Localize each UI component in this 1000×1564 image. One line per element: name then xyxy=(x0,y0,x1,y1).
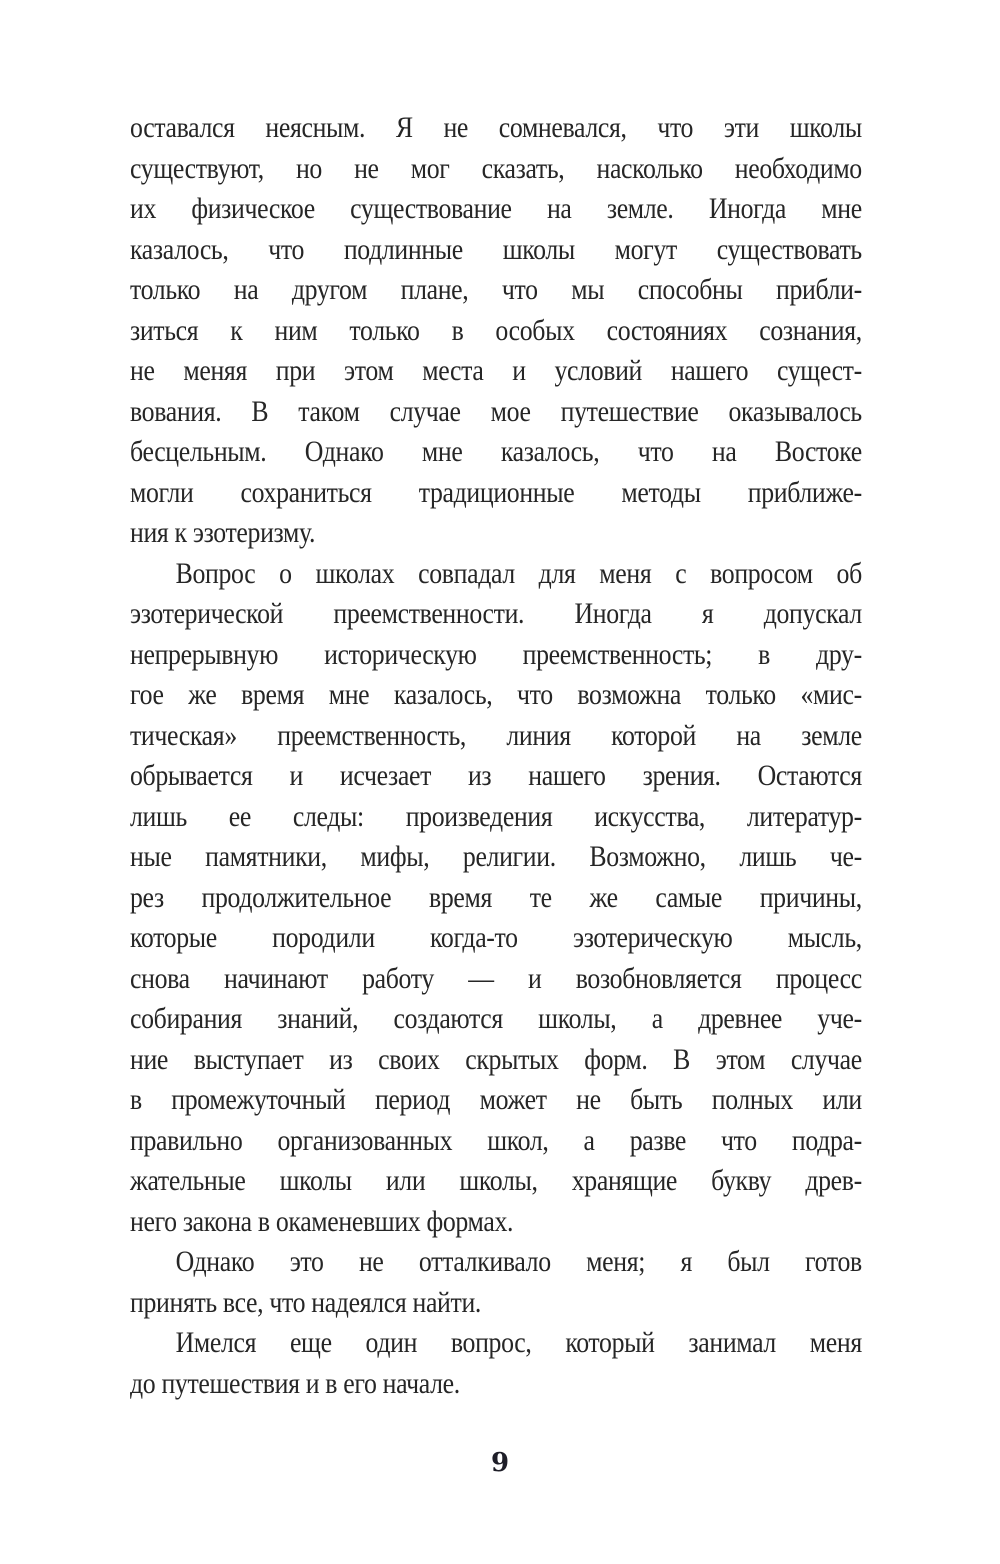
text-line: гое же время мне казалось, что возможна только «мис- xyxy=(130,678,862,711)
text-line: оставался неясным. Я не сомневался, что эти школы xyxy=(130,111,862,144)
page-body xyxy=(130,108,862,1404)
text-line: непрерывную историческую преемственность; в дру- xyxy=(130,637,862,671)
text-line: Имелся еще один вопрос, который занимал меня xyxy=(175,1326,862,1359)
text-line: зиться к ним только в особых состояниях сознания, xyxy=(130,313,862,347)
text-line: Однако это не отталкивало меня; я был готов xyxy=(175,1245,862,1278)
text-line: бесцельным. Однако мне казалось, что на Востоке xyxy=(130,435,862,468)
text-line: тическая» преемственность, линия которой на земле xyxy=(130,718,862,752)
text-line: вования. В таком случае мое путешествие оказывалось xyxy=(130,394,862,428)
text-line: правильно организованных школ, а разве что подра- xyxy=(130,1123,862,1157)
text-line: только на другом плане, что мы способны прибли- xyxy=(130,273,862,306)
text-line: эзотерической преемственности. Иногда я допускал xyxy=(130,597,862,630)
text-line: их физическое существование на земле. Иногда мне xyxy=(130,192,862,225)
text-line: жательные школы или школы, хранящие букву древ- xyxy=(130,1164,862,1197)
text-line: в промежуточный период может не быть полных или xyxy=(130,1083,862,1116)
text-line: снова начинают работу — и возобновляется процесс xyxy=(130,961,862,995)
text-line: которые породили когда-то эзотерическую мысль, xyxy=(130,921,862,954)
paragraph xyxy=(130,554,862,1243)
text-line: Вопрос о школах совпадал для меня с вопросом об xyxy=(175,556,862,590)
page-number: 9 xyxy=(490,1448,510,1478)
text-line: существуют, но не мог сказать, насколько необходимо xyxy=(130,151,862,185)
text-line: до путешествия и в его начале. xyxy=(130,1366,460,1400)
text-line: него закона в окаменевших формах. xyxy=(130,1204,514,1238)
text-line: рез продолжительное время те же самые причины, xyxy=(130,880,862,914)
paragraph xyxy=(130,1323,862,1404)
text-line: обрывается и исчезает из нашего зрения. Остаются xyxy=(130,759,862,792)
text-line: лишь ее следы: произведения искусства, литератур- xyxy=(130,799,862,833)
paragraph xyxy=(130,1242,862,1323)
text-line: не меняя при этом места и условий нашего сущест- xyxy=(130,354,862,387)
text-line: казалось, что подлинные школы могут существовать xyxy=(130,232,862,266)
text-line: ные памятники, мифы, религии. Возможно, лишь че- xyxy=(130,840,862,873)
text-line: ния к эзотеризму. xyxy=(130,516,316,549)
text-line: могли сохраниться традиционные методы приближе- xyxy=(130,475,862,509)
text-line: собирания знаний, создаются школы, а древнее уче- xyxy=(130,1002,862,1035)
text-line: принять все, что надеялся найти. xyxy=(130,1285,482,1319)
text-line: ние выступает из своих скрытых форм. В этом случае xyxy=(130,1042,862,1076)
paragraph xyxy=(130,108,862,554)
